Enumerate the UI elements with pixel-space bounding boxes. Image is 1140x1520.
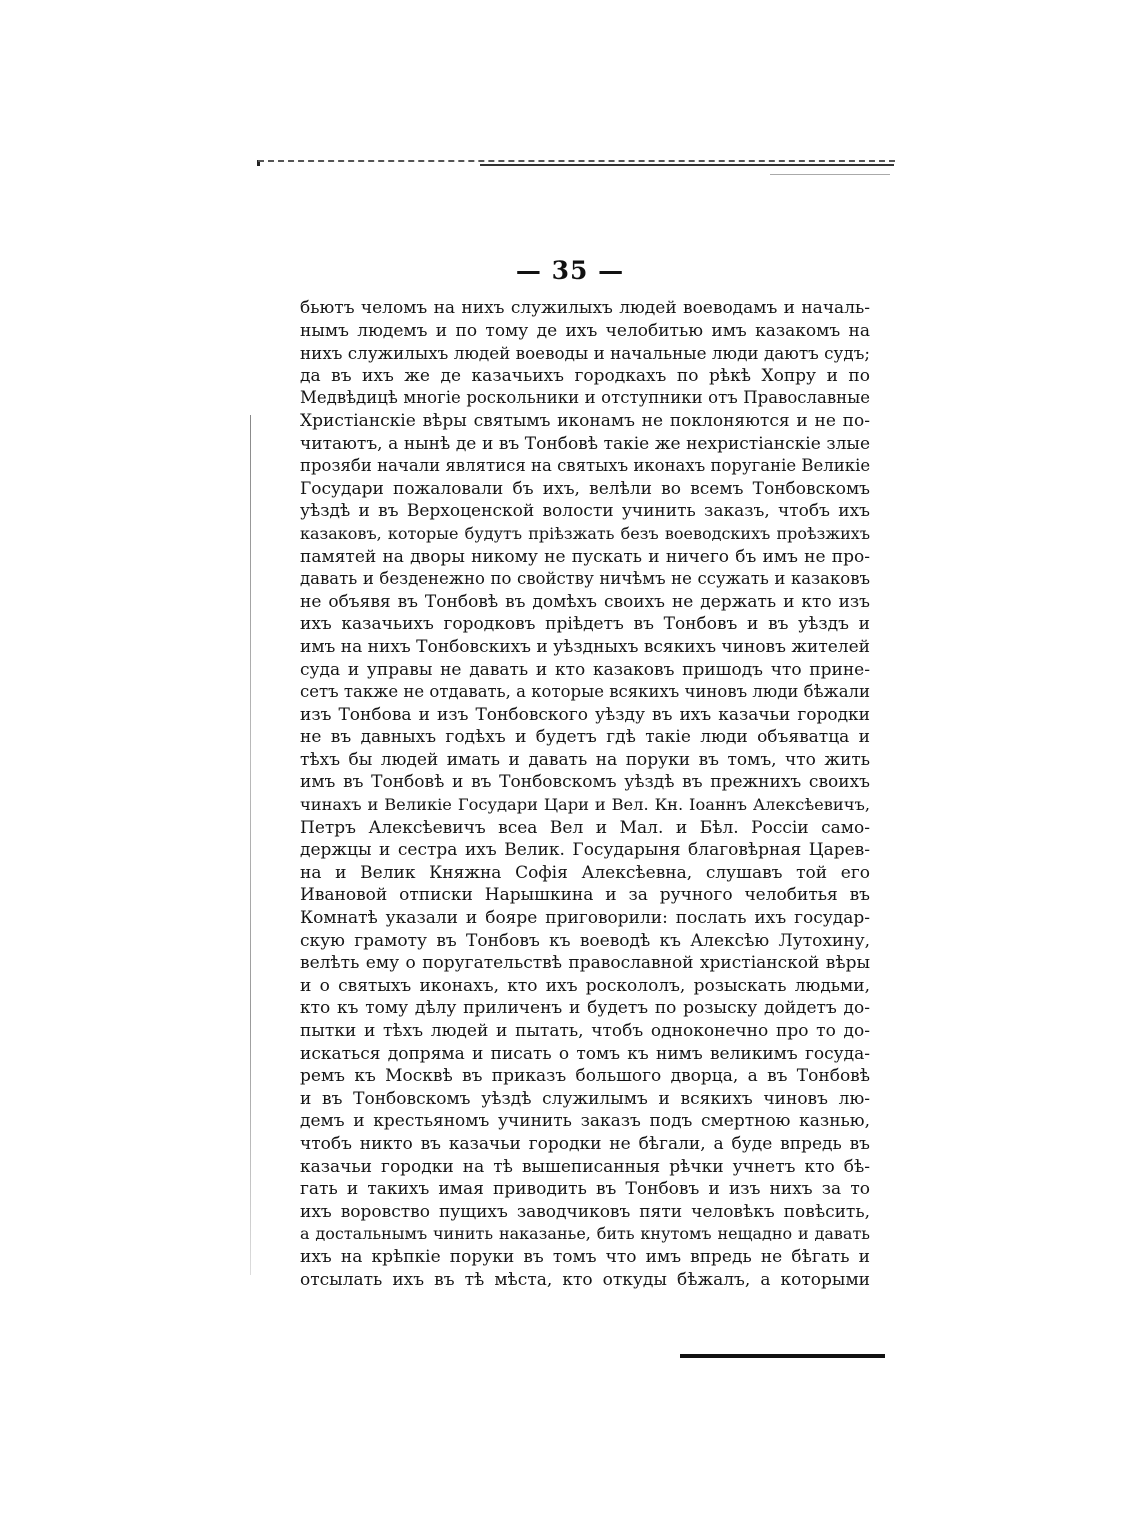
text-line: кто къ тому дѣлу приличенъ и будетъ по розыску дойдетъ до- xyxy=(300,998,870,1019)
text-line: имъ на нихъ Тонбовскихъ и уѣздныхъ всякихъ чиновъ жителей xyxy=(300,636,870,657)
top-rule xyxy=(480,164,894,166)
text-line: прозяби начали являтися на святыхъ иконахъ поруганіе Великіе xyxy=(300,456,870,476)
text-line: скую грамоту въ Тонбовъ къ воеводѣ къ Алексѣю Лутохину, xyxy=(300,930,870,951)
text-line: ихъ казачьихъ городковъ пріѣдетъ въ Тонбовъ и въ уѣздъ и xyxy=(300,614,870,635)
text-line: имъ въ Тонбовѣ и въ Тонбовскомъ уѣздѣ въ прежнихъ своихъ xyxy=(300,772,870,793)
text-line: изъ Тонбова и изъ Тонбовского уѣзду въ ихъ казачьи городки xyxy=(300,704,870,725)
text-line: бьютъ челомъ на нихъ служилыхъ людей воеводамъ и началь- xyxy=(300,298,870,318)
text-line: Комнатѣ указали и бояре приговорили: послать ихъ государ- xyxy=(300,908,870,929)
text-line: демъ и крестьяномъ учинить заказъ подъ смертною казнью, xyxy=(300,1111,870,1132)
text-line: отсылать ихъ въ тѣ мѣста, кто откуды бѣжалъ, а которыми xyxy=(300,1269,870,1290)
text-line: нымъ людемъ и по тому де ихъ челобитью имъ казакомъ на xyxy=(300,320,870,341)
text-line: велѣть ему о поругательствѣ православной христіанской вѣры xyxy=(300,953,870,974)
margin-scan-line xyxy=(250,415,251,1275)
top-faint-rule xyxy=(770,174,890,175)
page-number: — 35 — xyxy=(515,256,625,285)
text-line: казаковъ, которые будутъ пріѣзжать безъ воеводскихъ проѣзжихъ xyxy=(300,523,870,543)
text-line: да въ ихъ же де казачьихъ городкахъ по рѣкѣ Хопру и по xyxy=(300,365,870,386)
text-line: Государи пожаловали бъ ихъ, велѣли во всемъ Тонбовскомъ xyxy=(300,478,870,499)
text-line: памятей на дворы никому не пускать и ничего бъ имъ не про- xyxy=(300,546,870,567)
text-line: ихъ воровство пущихъ заводчиковъ пяти человѣкъ повѣсить, xyxy=(300,1201,870,1222)
bottom-rule xyxy=(680,1354,885,1358)
text-line: тѣхъ бы людей имать и давать на поруки въ томъ, что жить xyxy=(300,749,870,770)
text-line: ремъ къ Москвѣ въ приказъ большого дворца, а въ Тонбовѣ xyxy=(300,1066,870,1087)
text-line: и въ Тонбовскомъ уѣздѣ служилымъ и всякихъ чиновъ лю- xyxy=(300,1088,870,1109)
text-line: казачьи городки на тѣ вышеписанныя рѣчки учнетъ кто бѣ- xyxy=(300,1156,870,1177)
text-line: не въ давныхъ годѣхъ и будетъ гдѣ такіе люди объяватца и xyxy=(300,727,870,748)
text-line: держцы и сестра ихъ Велик. Государыня благовѣрная Царев- xyxy=(300,840,870,861)
text-line: Христіанскіе вѣры святымъ иконамъ не поклоняются и не по- xyxy=(300,410,870,431)
text-line: нихъ служилыхъ людей воеводы и начальные люди даютъ судъ; xyxy=(300,343,870,364)
text-line: сетъ также не отдавать, а которые всякихъ чиновъ люди бѣжали xyxy=(300,682,870,702)
text-line: не объявя въ Тонбовѣ въ домѣхъ своихъ не держать и кто изъ xyxy=(300,591,870,612)
text-line: на и Велик Княжна Софія Алексѣевна, слушавъ той его xyxy=(300,862,870,883)
text-line: суда и управы не давать и кто казаковъ пришодъ что прине- xyxy=(300,659,870,680)
text-line: давать и безденежно по свойству ничѣмъ не ссужать и казаковъ xyxy=(300,569,870,589)
text-line: Ивановой отписки Нарышкина и за ручного челобитья въ xyxy=(300,885,870,906)
text-line: чинахъ и Великіе Государи Цари и Вел. Кн. Іоаннъ Алексѣевичъ, xyxy=(300,795,870,815)
text-line: Петръ Алексѣевичъ всеа Вел и Мал. и Бѣл. Россіи само- xyxy=(300,817,870,838)
body-text xyxy=(300,297,870,1291)
top-dashed-rule xyxy=(258,160,895,162)
text-line: Медвѣдицѣ многіе роскольники и отступники отъ Православные xyxy=(300,388,870,408)
text-line: гать и такихъ имая приводить въ Тонбовъ и изъ нихъ за то xyxy=(300,1179,870,1200)
text-line: и о святыхъ иконахъ, кто ихъ роскололъ, розыскать людьми, xyxy=(300,975,870,996)
text-line: а достальнымъ чинить наказанье, бить кнутомъ нещадно и давать xyxy=(300,1224,870,1244)
text-line: чтобъ никто въ казачьи городки не бѣгали, а буде впредь въ xyxy=(300,1133,870,1154)
text-line: уѣздѣ и въ Верхоценской волости учинить заказъ, чтобъ ихъ xyxy=(300,501,870,522)
text-line: искаться допряма и писать о томъ къ нимъ великимъ госуда- xyxy=(300,1043,870,1064)
text-line: пытки и тѣхъ людей и пытать, чтобъ одноконечно про то до- xyxy=(300,1021,870,1041)
text-line: ихъ на крѣпкіе поруки въ томъ что имъ впредь не бѣгать и xyxy=(300,1246,870,1267)
text-line: читаютъ, а нынѣ де и въ Тонбовѣ такіе же нехристіанскіе злые xyxy=(300,433,870,454)
